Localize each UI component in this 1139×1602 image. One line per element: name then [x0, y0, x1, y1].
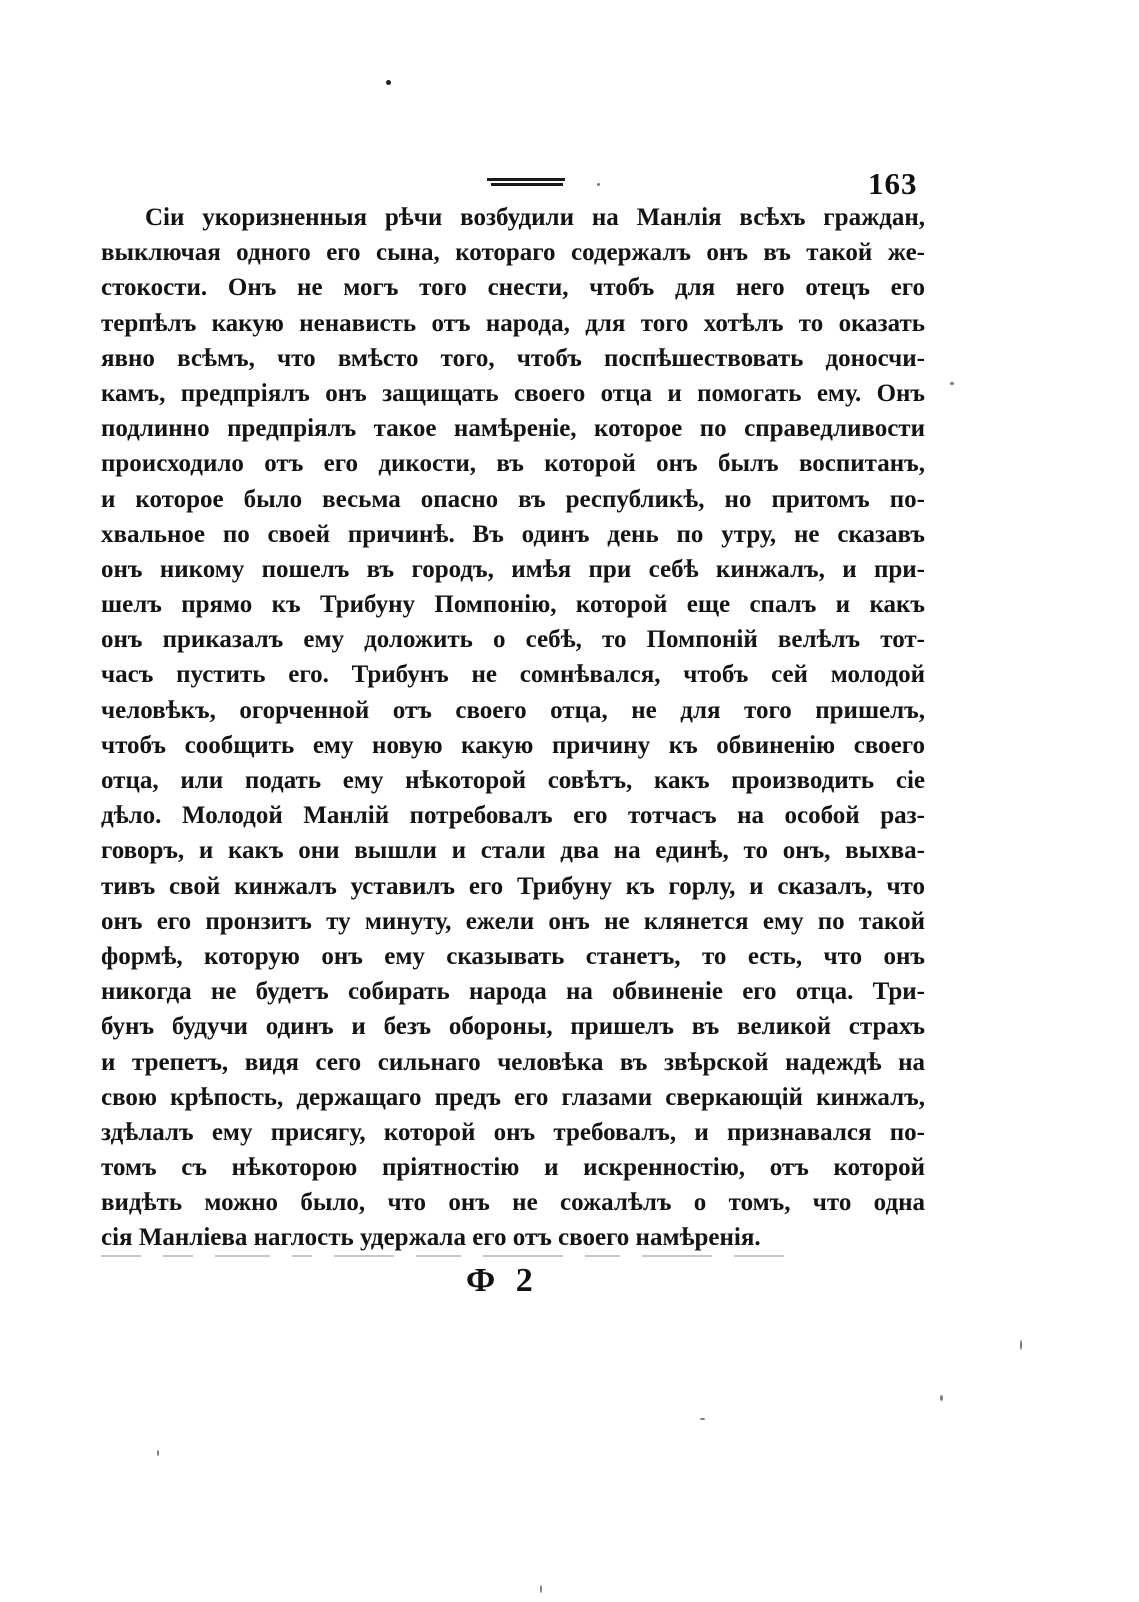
text-line: шелъ прямо къ Трибуну Помпонію, которой еще спалъ и какъ: [101, 591, 925, 619]
text-line: онъ приказалъ ему доложить о себѣ, то Помпоній велѣлъ тот-: [101, 626, 925, 654]
text-line: и трепетъ, видя сего сильнаго человѣка въ звѣрской надеждѣ на: [101, 1048, 925, 1076]
header-rule-bar: [487, 178, 565, 181]
page-number: 163: [868, 166, 918, 201]
text-line: томъ съ нѣкоторою пріятностію и искренностію, отъ которой: [101, 1154, 925, 1182]
paper-speck: [950, 382, 954, 385]
paper-speck: [597, 183, 600, 186]
text-line: выключая одного его сына, котораго содержалъ онъ въ такой же-: [101, 239, 925, 267]
text-line: сія Манліева наглость удержала его отъ своего намѣренія.: [101, 1224, 761, 1252]
text-line: свою крѣпость, держащаго предъ его глазами сверкающій кинжалъ,: [101, 1083, 925, 1111]
text-line: часъ пустить его. Трибунъ не сомнѣвался, чтобъ сей молодой: [101, 661, 925, 689]
text-line: явно всѣмъ, что вмѣсто того, чтобъ поспѣшествовать доносчи-: [101, 344, 925, 372]
text-line: говоръ, и какъ они вышли и стали два на единѣ, то онъ, выхва-: [101, 837, 925, 865]
paper-speck: [1020, 1340, 1022, 1350]
ink-speck: [386, 80, 391, 85]
text-line: Сіи укоризненныя рѣчи возбудили на Манлія всѣхъ граждан,: [145, 204, 925, 231]
text-line: подлинно предпріялъ такое намѣреніе, которое по справедливости: [101, 415, 925, 443]
text-line: человѣкъ, огорченной отъ своего отца, не для того пришелъ,: [101, 696, 925, 724]
text-line: тивъ свой кинжалъ уставилъ его Трибуну къ горлу, и сказалъ, что: [101, 872, 925, 900]
paper-speck: [540, 1585, 542, 1593]
body-paragraph: [101, 200, 925, 1256]
text-line: видѣть можно было, что онъ не сожалѣлъ о томъ, что одна: [101, 1189, 925, 1217]
text-line: терпѣлъ какую ненависть отъ народа, для того хотѣлъ то оказать: [101, 309, 925, 337]
text-line: камъ, предпріялъ онъ защищать своего отца и помогать ему. Онъ: [101, 379, 925, 407]
text-line: никогда не будетъ собирать народа на обвиненіе его отца. Три-: [101, 978, 925, 1006]
text-line: стокости. Онъ не могъ того снести, чтобъ для него отецъ его: [101, 274, 925, 302]
paper-speck: [157, 1450, 159, 1456]
text-line: формѣ, которую онъ ему сказывать станетъ, то есть, что онъ: [101, 942, 925, 970]
header-rule-bar: [491, 183, 563, 186]
header-ornament-rule: [487, 178, 565, 187]
text-line: дѣло. Молодой Манлій потребовалъ его тотчасъ на особой раз-: [101, 802, 925, 830]
text-line: чтобъ сообщить ему новую какую причину къ обвиненію своего: [101, 731, 925, 759]
text-line: онъ никому пошелъ въ городъ, имѣя при себѣ кинжалъ, и при-: [101, 555, 925, 583]
paper-speck: [940, 1395, 943, 1401]
text-line: хвальное по своей причинѣ. Въ одинъ день по утру, не сказавъ: [101, 520, 925, 548]
printer-signature-mark: Ф 2: [466, 1262, 539, 1299]
text-line: бунъ будучи одинъ и безъ обороны, пришелъ въ великой страхъ: [101, 1013, 925, 1041]
text-line: онъ его пронзитъ ту минуту, ежели онъ не клянется ему по такой: [101, 907, 925, 935]
text-line: и которое было весьма опасно въ республикѣ, но притомъ по-: [101, 485, 925, 513]
text-line: здѣлалъ ему присягу, которой онъ требовалъ, и признавался по-: [101, 1118, 925, 1146]
paper-speck: [700, 1418, 705, 1420]
show-through-bleed: [101, 1245, 925, 1259]
text-line: отца, или подать ему нѣкоторой совѣтъ, какъ производить сіе: [101, 767, 925, 794]
text-line: происходило отъ его дикости, въ которой онъ былъ воспитанъ,: [101, 450, 925, 478]
